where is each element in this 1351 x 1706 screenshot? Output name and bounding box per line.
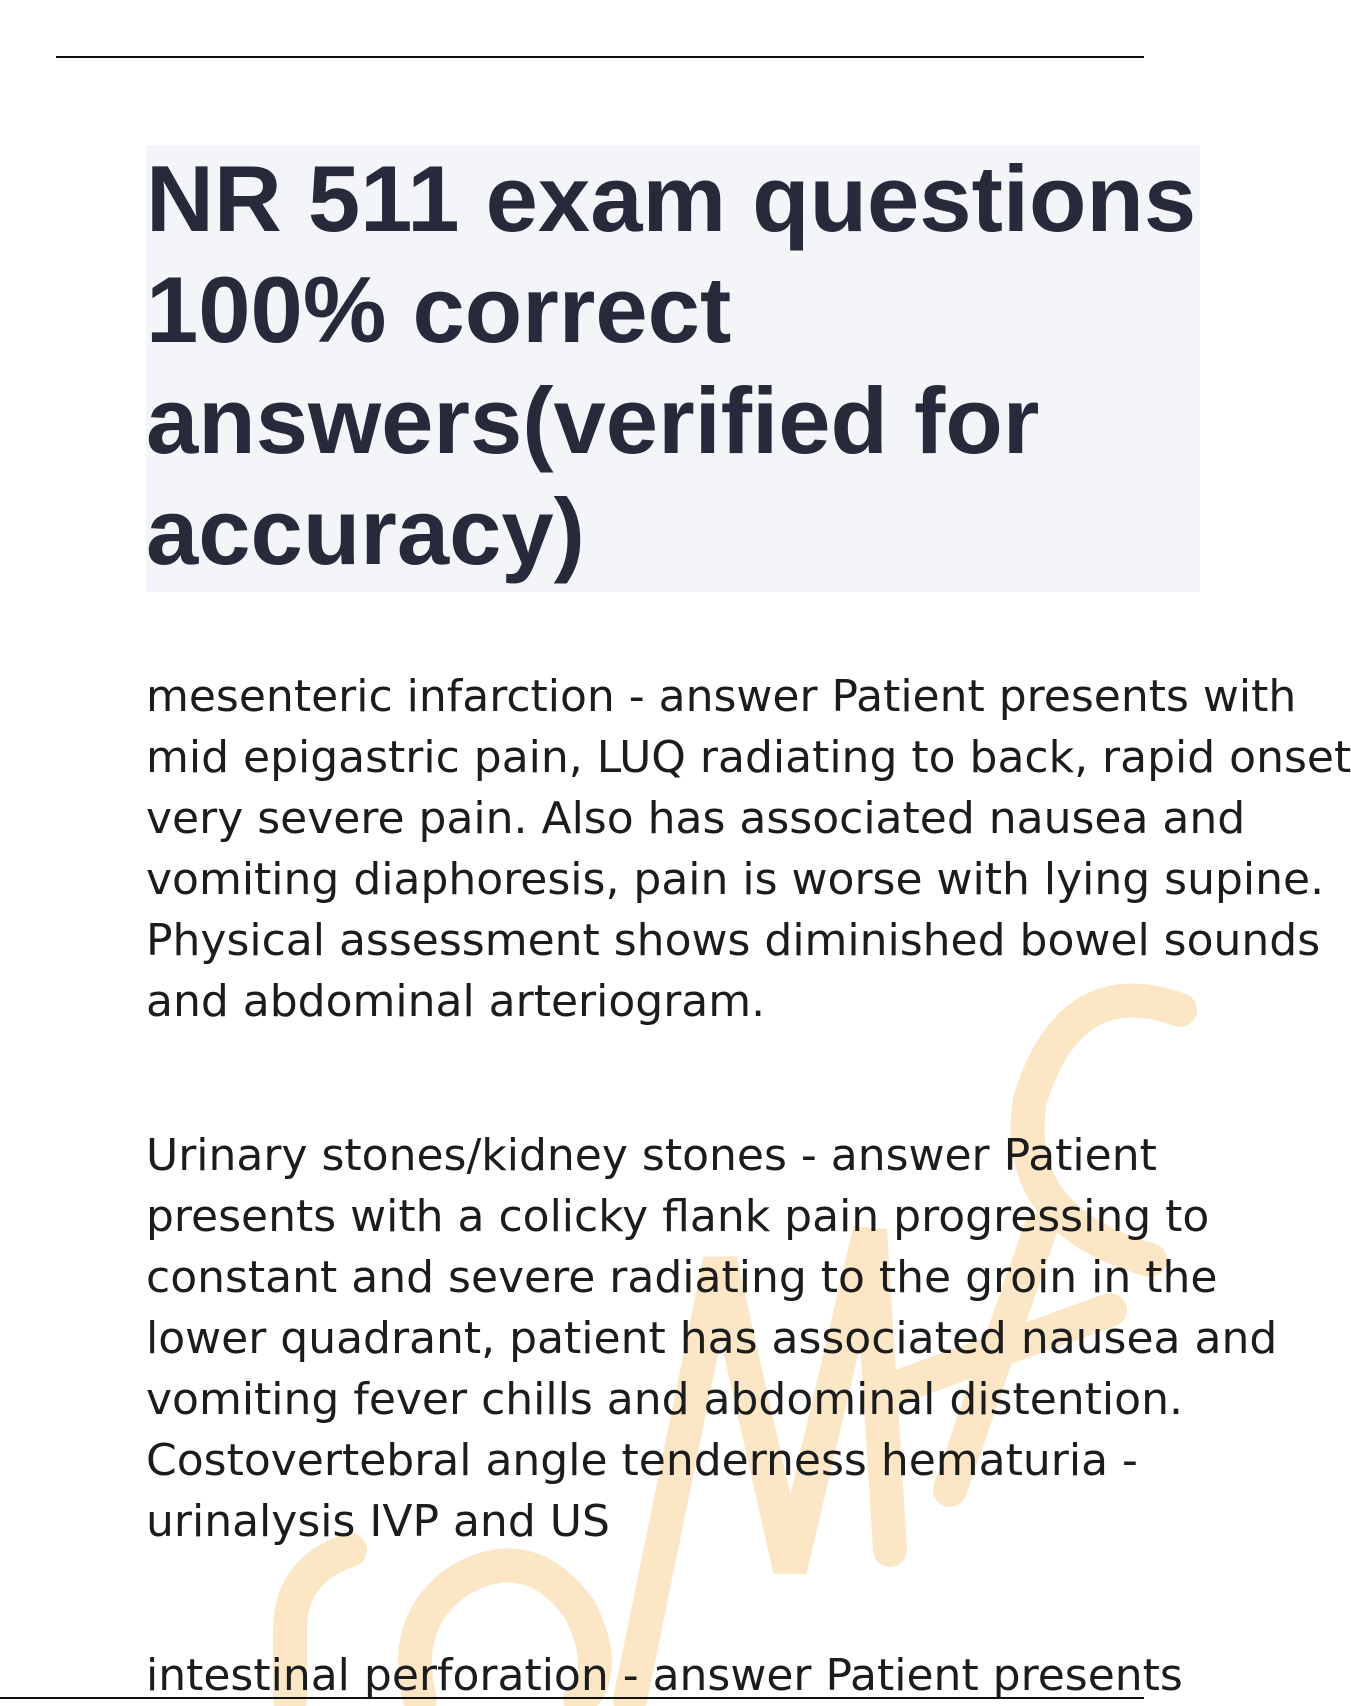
entry-line: urinalysis IVP and US	[146, 1496, 610, 1547]
entry-line: Costovertebral angle tenderness hematuria -	[146, 1435, 1138, 1486]
entry-line: Physical assessment shows diminished bowel sounds	[146, 915, 1321, 966]
qa-entry-intestinal-perforation	[146, 1645, 1200, 1700]
entry-line: mid epigastric pain, LUQ radiating to back, rapid onset	[146, 732, 1351, 783]
title-line: NR 511 exam questions	[146, 146, 1197, 251]
title-line: answers(verified for	[146, 368, 1040, 473]
document-title	[146, 143, 1200, 587]
entry-line: Urinary stones/kidney stones - answer Patient	[146, 1130, 1157, 1181]
top-rule	[56, 56, 1144, 58]
entry-line: and abdominal arteriogram.	[146, 976, 766, 1027]
entry-line: very severe pain. Also has associated nausea and	[146, 793, 1246, 844]
entry-line: constant and severe radiating to the groin in the	[146, 1252, 1218, 1303]
entry-line: vomiting fever chills and abdominal distention.	[146, 1374, 1183, 1425]
entry-line: presents with a colicky flank pain progressing to	[146, 1191, 1210, 1242]
document-title-block	[146, 145, 1200, 592]
entry-line: mesenteric infarction - answer Patient presents with	[146, 671, 1297, 722]
title-line: 100% correct	[146, 257, 732, 362]
entry-line: vomiting diaphoresis, pain is worse with lying supine.	[146, 854, 1325, 905]
title-line: accuracy)	[146, 479, 585, 584]
bottom-rule	[0, 1697, 1144, 1699]
entry-line: lower quadrant, patient has associated nausea and	[146, 1313, 1278, 1364]
entry-line: intestinal perforation - answer Patient presents	[146, 1650, 1183, 1701]
qa-entry-urinary-stones	[146, 1125, 1278, 1552]
qa-entry-mesenteric-infarction	[146, 666, 1351, 1032]
